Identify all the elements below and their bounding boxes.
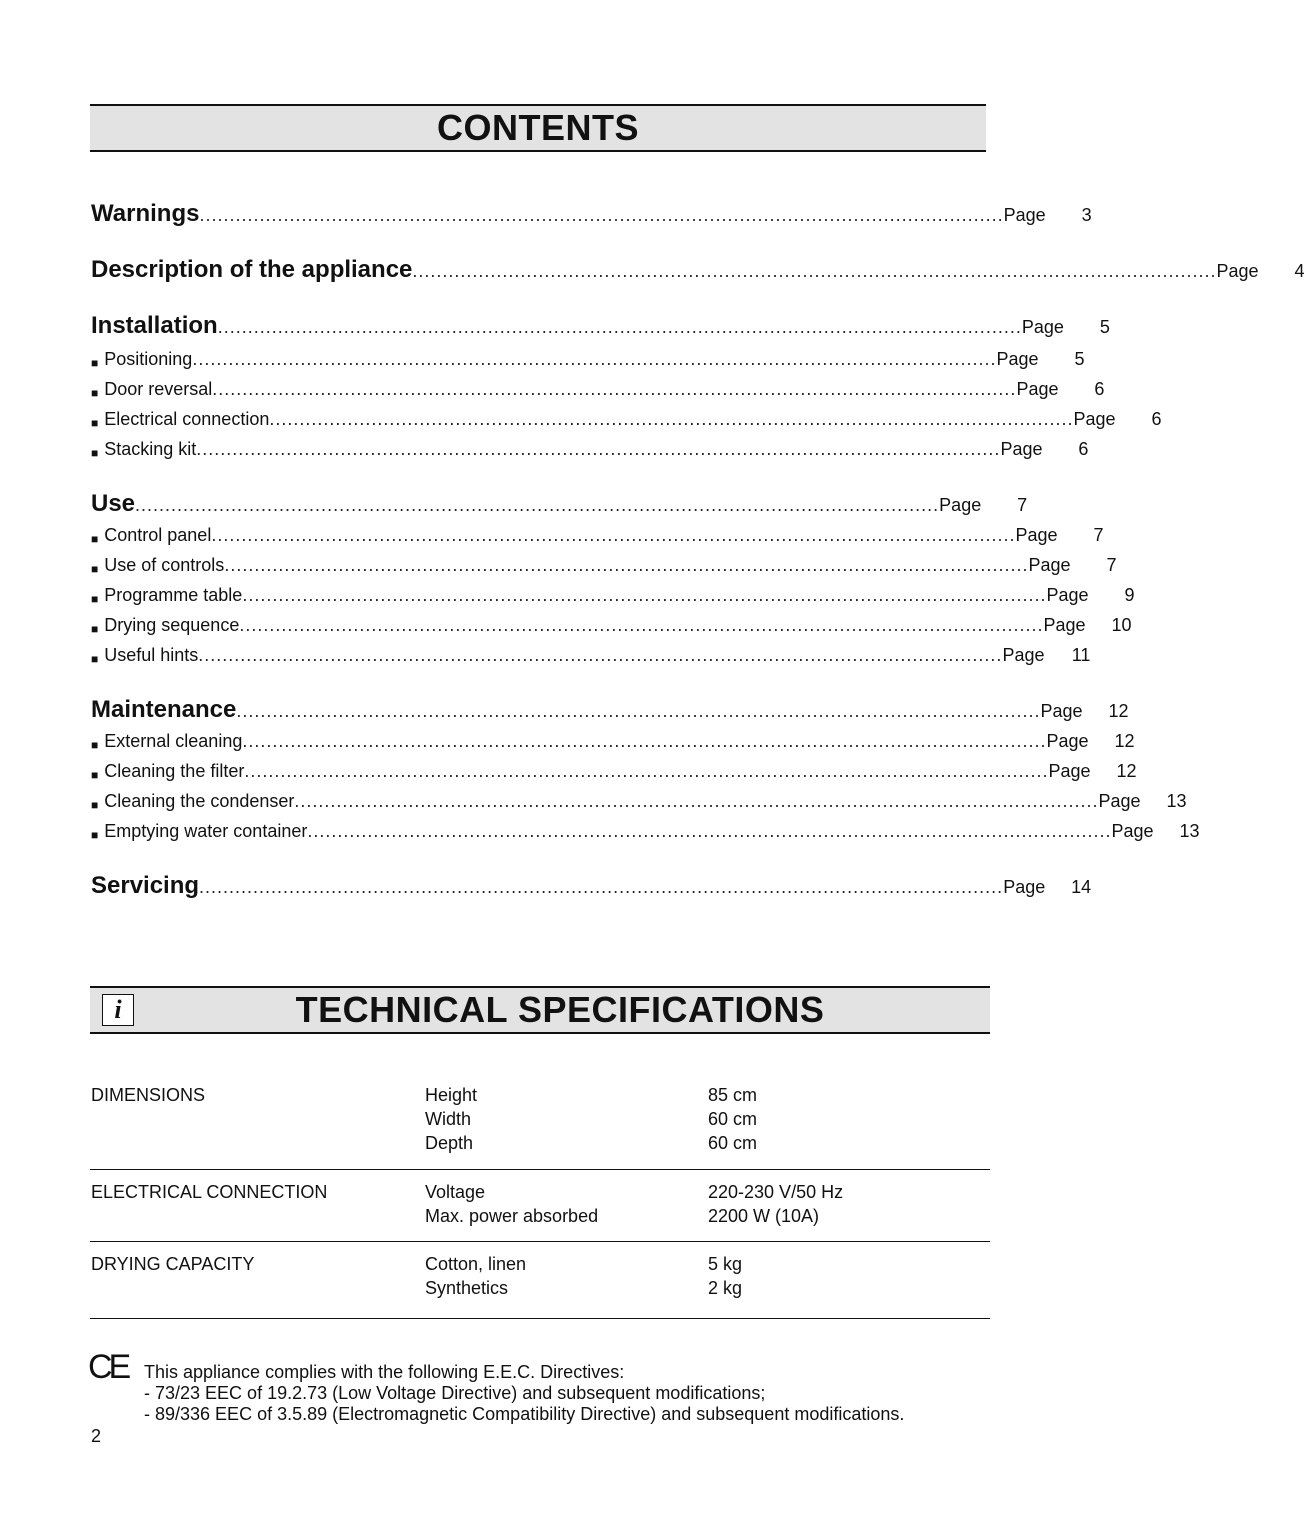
dot-leader: ...................................................................................................................................... <box>199 877 1004 897</box>
dot-leader: ...................................................................................................................................... <box>294 791 1099 811</box>
page-number: 12 <box>1116 761 1137 781</box>
dot-leader: ...................................................................................................................................... <box>412 261 1217 281</box>
spec-values-dimensions: 85 cm 60 cm 60 cm <box>708 1085 758 1153</box>
bullet-icon: ■ <box>91 416 99 430</box>
page-number: 14 <box>1071 877 1092 897</box>
page-number: 9 <box>1124 585 1135 605</box>
toc-label: Positioning <box>104 349 193 369</box>
toc-entry-use <box>91 490 1028 518</box>
toc-entry-servicing <box>91 872 1092 900</box>
toc-entry-warnings <box>91 200 1092 228</box>
bullet-icon: ■ <box>91 738 99 752</box>
page-word: Page <box>1098 791 1141 811</box>
toc-label: Servicing <box>91 872 200 899</box>
page-word: Page <box>1216 261 1259 281</box>
dot-leader: ...................................................................................................................................... <box>307 821 1112 841</box>
compliance-line: - 73/23 EEC of 19.2.73 (Low Voltage Directive) and subsequent modifications; <box>144 1383 766 1403</box>
spec-params-dimensions: Height Width Depth <box>425 1085 478 1153</box>
bullet-icon: ■ <box>91 532 99 546</box>
toc-entry-cleaning-condenser <box>91 786 1187 814</box>
page-word: Page <box>1073 409 1116 429</box>
page-word: Page <box>996 349 1039 369</box>
toc-label: Cleaning the condenser <box>104 791 295 811</box>
page-number: 3 <box>1081 205 1092 225</box>
toc-label: External cleaning <box>104 731 243 751</box>
dot-leader: ...................................................................................................................................... <box>269 409 1074 429</box>
info-icon: i <box>102 994 134 1026</box>
page-word: Page <box>1016 379 1059 399</box>
toc-label: Emptying water container <box>104 821 308 841</box>
toc-entry-useful-hints <box>91 640 1091 668</box>
bullet-icon: ■ <box>91 356 99 370</box>
toc-label: Installation <box>91 312 218 339</box>
specs-banner <box>90 986 990 1034</box>
contents-banner <box>90 104 986 152</box>
dot-leader: ...................................................................................................................................... <box>196 439 1001 459</box>
bullet-icon: ■ <box>91 828 99 842</box>
ce-mark-icon: CE <box>88 1348 128 1386</box>
page-word: Page <box>1021 317 1064 337</box>
dot-leader: ...................................................................................................................................... <box>242 731 1047 751</box>
bullet-icon: ■ <box>91 652 99 666</box>
page-number: 5 <box>1099 317 1110 337</box>
spec-params-drying-capacity: Cotton, linen Synthetics <box>425 1254 527 1298</box>
bullet-icon: ■ <box>91 592 99 606</box>
page-number: 6 <box>1094 379 1105 399</box>
divider <box>90 1241 990 1242</box>
page-word: Page <box>1048 761 1091 781</box>
page-word: Page <box>1003 877 1046 897</box>
specs-title: TECHNICAL SPECIFICATIONS <box>295 989 825 1030</box>
toc-label: Electrical connection <box>104 409 270 429</box>
toc-entry-door-reversal <box>91 374 1105 402</box>
page-word: Page <box>939 495 982 515</box>
toc-entry-description <box>91 256 1305 284</box>
page-word: Page <box>1002 645 1045 665</box>
toc-entry-use-of-controls <box>91 550 1117 578</box>
toc-label: Useful hints <box>104 645 199 665</box>
page-number: 13 <box>1179 821 1200 841</box>
toc-label: Stacking kit <box>104 439 197 459</box>
page-number: 12 <box>1114 731 1135 751</box>
page-number: 11 <box>1071 645 1091 665</box>
toc-entry-external-cleaning <box>91 726 1135 754</box>
dot-leader: ...................................................................................................................................... <box>192 349 997 369</box>
divider <box>90 1169 990 1170</box>
page-word: Page <box>1003 205 1046 225</box>
dot-leader: ...................................................................................................................................... <box>239 615 1044 635</box>
page-number: 4 <box>1294 261 1305 281</box>
toc-entry-programme-table <box>91 580 1135 608</box>
bullet-icon: ■ <box>91 386 99 400</box>
page-word: Page <box>1046 585 1089 605</box>
dot-leader: ...................................................................................................................................... <box>198 645 1003 665</box>
page-number: 12 <box>1108 701 1129 721</box>
toc-entry-installation <box>91 312 1110 340</box>
page-word: Page <box>1028 555 1071 575</box>
toc-label: Maintenance <box>91 696 237 723</box>
spec-category-drying-capacity: DRYING CAPACITY <box>91 1254 255 1274</box>
spec-values-drying-capacity: 5 kg 2 kg <box>708 1254 743 1298</box>
dot-leader: ...................................................................................................................................... <box>135 495 940 515</box>
bullet-icon: ■ <box>91 562 99 576</box>
toc-entry-positioning <box>91 344 1085 372</box>
bullet-icon: ■ <box>91 622 99 636</box>
page-number: 7 <box>1106 555 1117 575</box>
toc-label: Use <box>91 490 136 517</box>
toc-label: Drying sequence <box>104 615 240 635</box>
toc-label: Cleaning the filter <box>104 761 245 781</box>
dot-leader: ...................................................................................................................................... <box>242 585 1047 605</box>
page-word: Page <box>1040 701 1083 721</box>
spec-values-electrical: 220-230 V/50 Hz 2200 W (10A) <box>708 1182 844 1226</box>
dot-leader: ...................................................................................................................................... <box>199 205 1004 225</box>
toc-label: Control panel <box>104 525 212 545</box>
toc-label: Warnings <box>91 200 200 227</box>
page-number: 6 <box>1151 409 1162 429</box>
toc-entry-electrical-connection <box>91 404 1162 432</box>
toc-entry-control-panel <box>91 520 1104 548</box>
toc-entry-maintenance <box>91 696 1129 724</box>
page-word: Page <box>1015 525 1058 545</box>
page-number: 7 <box>1093 525 1104 545</box>
page-number: 6 <box>1078 439 1089 459</box>
toc-label: Programme table <box>104 585 243 605</box>
toc-label: Description of the appliance <box>91 256 413 283</box>
page-word: Page <box>1043 615 1086 635</box>
spec-category-dimensions: DIMENSIONS <box>91 1085 206 1105</box>
page-number: 5 <box>1074 349 1085 369</box>
dot-leader: ...................................................................................................................................... <box>212 379 1017 399</box>
toc-entry-cleaning-filter <box>91 756 1137 784</box>
spec-category-electrical: ELECTRICAL CONNECTION <box>91 1182 328 1202</box>
dot-leader: ...................................................................................................................................... <box>244 761 1049 781</box>
page-word: Page <box>1046 731 1089 751</box>
dot-leader: ...................................................................................................................................... <box>224 555 1029 575</box>
page-number: 10 <box>1111 615 1132 635</box>
toc-entry-stacking-kit <box>91 434 1089 462</box>
page-number: 13 <box>1166 791 1187 811</box>
bullet-icon: ■ <box>91 446 99 460</box>
bullet-icon: ■ <box>91 798 99 812</box>
page-number: 7 <box>1017 495 1028 515</box>
toc-label: Use of controls <box>104 555 225 575</box>
page-word: Page <box>1000 439 1043 459</box>
contents-title: CONTENTS <box>437 107 639 148</box>
compliance-line: - 89/336 EEC of 3.5.89 (Electromagnetic Compatibility Directive) and subsequent modifications. <box>144 1404 905 1424</box>
dot-leader: ...................................................................................................................................... <box>217 317 1022 337</box>
divider <box>90 1318 990 1319</box>
page-word: Page <box>1111 821 1154 841</box>
toc-label: Door reversal <box>104 379 213 399</box>
dot-leader: ...................................................................................................................................... <box>211 525 1016 545</box>
spec-params-electrical: Voltage Max. power absorbed <box>425 1182 599 1226</box>
toc-entry-emptying-water <box>91 816 1200 844</box>
compliance-intro: This appliance complies with the following E.E.C. Directives: <box>144 1362 625 1382</box>
bullet-icon: ■ <box>91 768 99 782</box>
toc-entry-drying-sequence <box>91 610 1132 638</box>
page-number-footer: 2 <box>91 1426 102 1446</box>
dot-leader: ...................................................................................................................................... <box>236 701 1041 721</box>
